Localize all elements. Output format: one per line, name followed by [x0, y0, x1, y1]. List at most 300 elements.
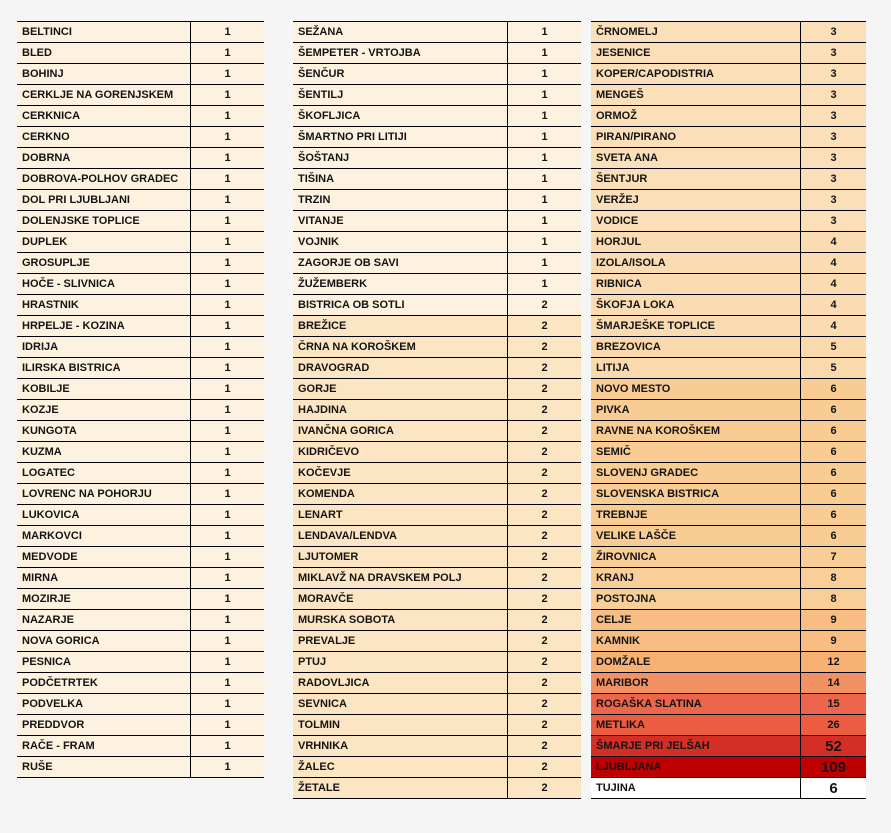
municipality-name: HORJUL: [591, 232, 800, 252]
count-value: 12: [800, 652, 866, 672]
count-value: 1: [507, 274, 581, 294]
count-value: 3: [800, 85, 866, 105]
table-row: [591, 358, 866, 379]
table-row: [591, 337, 866, 358]
municipality-name: MORAVČE: [293, 589, 507, 609]
table-row: [17, 673, 264, 694]
municipality-name: ŽETALE: [293, 778, 507, 798]
count-value: 2: [507, 547, 581, 567]
count-value: 2: [507, 778, 581, 798]
municipality-name: ŠENTILJ: [293, 85, 507, 105]
municipality-name: MARIBOR: [591, 673, 800, 693]
table-row: [293, 295, 581, 316]
count-value: 2: [507, 484, 581, 504]
municipality-name: LOVRENC NA POHORJU: [17, 484, 190, 504]
table-row: [293, 568, 581, 589]
table-row: [293, 463, 581, 484]
count-value: 3: [800, 43, 866, 63]
municipality-name: ŠEMPETER - VRTOJBA: [293, 43, 507, 63]
table-row: [293, 337, 581, 358]
municipality-name: ŽALEC: [293, 757, 507, 777]
table-row: [591, 379, 866, 400]
table-row: [293, 211, 581, 232]
table-row: [293, 547, 581, 568]
table-row: [17, 127, 264, 148]
count-value: 4: [800, 316, 866, 336]
count-value: 1: [190, 589, 264, 609]
municipality-name: PESNICA: [17, 652, 190, 672]
table-row: [591, 568, 866, 589]
count-value: 3: [800, 22, 866, 42]
table-row: [591, 148, 866, 169]
table-row: [293, 274, 581, 295]
count-value: 2: [507, 736, 581, 756]
municipality-name: ZAGORJE OB SAVI: [293, 253, 507, 273]
count-value: 6: [800, 505, 866, 525]
table-row: [591, 253, 866, 274]
municipality-name: NAZARJE: [17, 610, 190, 630]
count-value: 2: [507, 526, 581, 546]
table-row: [17, 106, 264, 127]
table-row: [17, 442, 264, 463]
count-value: 1: [507, 253, 581, 273]
municipality-name: VRHNIKA: [293, 736, 507, 756]
count-value: 1: [190, 253, 264, 273]
count-value: 1: [190, 694, 264, 714]
table-row: [17, 274, 264, 295]
count-value: 1: [190, 568, 264, 588]
count-value: 1: [507, 64, 581, 84]
table-row: [293, 22, 581, 43]
municipality-name: MURSKA SOBOTA: [293, 610, 507, 630]
table-row: [293, 421, 581, 442]
municipality-name: IVANČNA GORICA: [293, 421, 507, 441]
table-row: [17, 568, 264, 589]
count-value: 1: [190, 715, 264, 735]
table-row: [293, 631, 581, 652]
table-row: [591, 169, 866, 190]
table-row: [591, 757, 866, 778]
count-value: 6: [800, 442, 866, 462]
table-row: [17, 610, 264, 631]
municipality-name: NOVA GORICA: [17, 631, 190, 651]
count-value: 2: [507, 337, 581, 357]
municipality-name: VODICE: [591, 211, 800, 231]
count-value: 1: [190, 85, 264, 105]
municipality-name: KOMENDA: [293, 484, 507, 504]
count-value: 1: [190, 526, 264, 546]
municipality-name: DOBRNA: [17, 148, 190, 168]
municipality-name: TOLMIN: [293, 715, 507, 735]
municipality-name: PODČETRTEK: [17, 673, 190, 693]
count-value: 2: [507, 673, 581, 693]
table-row: [591, 505, 866, 526]
count-value: 1: [190, 295, 264, 315]
table-row: [17, 757, 264, 778]
count-value: 4: [800, 232, 866, 252]
count-value: 1: [507, 106, 581, 126]
count-value: 14: [800, 673, 866, 693]
table-row: [17, 85, 264, 106]
municipality-name: LENART: [293, 505, 507, 525]
table-row: [591, 295, 866, 316]
municipality-name: IZOLA/ISOLA: [591, 253, 800, 273]
count-value: 6: [800, 526, 866, 546]
count-value: 1: [190, 379, 264, 399]
municipality-name: RIBNICA: [591, 274, 800, 294]
municipality-name: ČRNOMELJ: [591, 22, 800, 42]
municipality-name: RAČE - FRAM: [17, 736, 190, 756]
count-value: 1: [190, 421, 264, 441]
count-value: 1: [190, 358, 264, 378]
municipality-name: MARKOVCI: [17, 526, 190, 546]
municipality-name: BELTINCI: [17, 22, 190, 42]
count-value: 8: [800, 568, 866, 588]
municipality-table-column-1: [17, 21, 264, 778]
count-value: 2: [507, 715, 581, 735]
municipality-name: LUKOVICA: [17, 505, 190, 525]
municipality-name: BOHINJ: [17, 64, 190, 84]
table-row: [293, 190, 581, 211]
municipality-name: KOBILJE: [17, 379, 190, 399]
count-value: 1: [507, 211, 581, 231]
table-row: [17, 631, 264, 652]
table-row: [17, 232, 264, 253]
table-row: [591, 526, 866, 547]
count-value: 1: [507, 232, 581, 252]
municipality-name: TRZIN: [293, 190, 507, 210]
municipality-table-column-3: [591, 21, 866, 799]
table-row: [293, 484, 581, 505]
municipality-name: DUPLEK: [17, 232, 190, 252]
table-row: [591, 421, 866, 442]
count-value: 1: [190, 22, 264, 42]
count-value: 2: [507, 757, 581, 777]
count-value: 3: [800, 211, 866, 231]
count-value: 2: [507, 568, 581, 588]
municipality-name: MENGEŠ: [591, 85, 800, 105]
municipality-name: KOPER/CAPODISTRIA: [591, 64, 800, 84]
count-value: 2: [507, 421, 581, 441]
table-row: [591, 484, 866, 505]
count-value: 6: [800, 421, 866, 441]
municipality-name: TIŠINA: [293, 169, 507, 189]
municipality-name: CERKNICA: [17, 106, 190, 126]
municipality-name: SLOVENJ GRADEC: [591, 463, 800, 483]
table-row: [293, 64, 581, 85]
municipality-name: RADOVLJICA: [293, 673, 507, 693]
table-row: [293, 358, 581, 379]
municipality-name: ŠENTJUR: [591, 169, 800, 189]
municipality-name: SEVNICA: [293, 694, 507, 714]
municipality-name: DOBROVA-POLHOV GRADEC: [17, 169, 190, 189]
municipality-name: MIKLAVŽ NA DRAVSKEM POLJ: [293, 568, 507, 588]
table-row: [17, 253, 264, 274]
table-row: [17, 316, 264, 337]
municipality-name: POSTOJNA: [591, 589, 800, 609]
municipality-name: CELJE: [591, 610, 800, 630]
table-row: [591, 589, 866, 610]
municipality-name: ŠMARTNO PRI LITIJI: [293, 127, 507, 147]
table-row: [591, 22, 866, 43]
municipality-name: BREZOVICA: [591, 337, 800, 357]
count-value: 1: [190, 631, 264, 651]
count-value: 1: [507, 85, 581, 105]
count-value: 2: [507, 652, 581, 672]
table-row: [17, 22, 264, 43]
count-value: 4: [800, 274, 866, 294]
municipality-name: PREDDVOR: [17, 715, 190, 735]
count-value: 3: [800, 106, 866, 126]
table-row: [293, 148, 581, 169]
table-row: [17, 547, 264, 568]
table-row: [591, 694, 866, 715]
count-value: 5: [800, 337, 866, 357]
count-value: 1: [507, 148, 581, 168]
count-value: 2: [507, 610, 581, 630]
municipality-name: ŠMARJEŠKE TOPLICE: [591, 316, 800, 336]
municipality-name: VELIKE LAŠČE: [591, 526, 800, 546]
municipality-name: VOJNIK: [293, 232, 507, 252]
table-row: [293, 379, 581, 400]
municipality-name: JESENICE: [591, 43, 800, 63]
municipality-name: GROSUPLJE: [17, 253, 190, 273]
count-value: 6: [800, 778, 866, 798]
table-row: [591, 127, 866, 148]
count-value: 1: [190, 337, 264, 357]
table-row: [17, 652, 264, 673]
table-row: [17, 169, 264, 190]
count-value: 2: [507, 631, 581, 651]
table-row: [17, 715, 264, 736]
table-row: [591, 736, 866, 757]
count-value: 1: [190, 190, 264, 210]
count-value: 1: [190, 274, 264, 294]
count-value: 1: [190, 169, 264, 189]
count-value: 2: [507, 463, 581, 483]
count-value: 9: [800, 610, 866, 630]
count-value: 1: [190, 652, 264, 672]
municipality-name: ŠMARJE PRI JELŠAH: [591, 736, 800, 756]
municipality-name: DRAVOGRAD: [293, 358, 507, 378]
count-value: 4: [800, 253, 866, 273]
table-row: [17, 211, 264, 232]
table-row: [17, 379, 264, 400]
municipality-name: IDRIJA: [17, 337, 190, 357]
municipality-name: PIVKA: [591, 400, 800, 420]
table-row: [591, 547, 866, 568]
table-row: [293, 778, 581, 799]
table-row: [293, 505, 581, 526]
table-row: [293, 442, 581, 463]
count-value: 1: [190, 64, 264, 84]
municipality-name: TUJINA: [591, 778, 800, 798]
count-value: 6: [800, 463, 866, 483]
count-value: 1: [507, 169, 581, 189]
municipality-name: RUŠE: [17, 757, 190, 777]
municipality-name: LITIJA: [591, 358, 800, 378]
municipality-name: PODVELKA: [17, 694, 190, 714]
municipality-name: KOČEVJE: [293, 463, 507, 483]
table-row: [591, 652, 866, 673]
municipality-name: TREBNJE: [591, 505, 800, 525]
table-row: [293, 316, 581, 337]
table-row: [293, 673, 581, 694]
count-value: 1: [507, 190, 581, 210]
table-row: [591, 715, 866, 736]
table-row: [293, 715, 581, 736]
table-row: [17, 463, 264, 484]
municipality-name: PTUJ: [293, 652, 507, 672]
municipality-name: SEŽANA: [293, 22, 507, 42]
municipality-name: LENDAVA/LENDVA: [293, 526, 507, 546]
table-row: [293, 610, 581, 631]
count-value: 1: [190, 463, 264, 483]
municipality-name: SEMIČ: [591, 442, 800, 462]
count-value: 1: [507, 127, 581, 147]
table-row: [591, 778, 866, 799]
count-value: 6: [800, 400, 866, 420]
count-value: 1: [190, 232, 264, 252]
count-value: 1: [190, 148, 264, 168]
table-row: [17, 736, 264, 757]
table-row: [17, 505, 264, 526]
municipality-name: ŠENČUR: [293, 64, 507, 84]
count-value: 1: [190, 106, 264, 126]
table-row: [17, 64, 264, 85]
municipality-name: KUNGOTA: [17, 421, 190, 441]
municipality-name: LJUTOMER: [293, 547, 507, 567]
table-row: [17, 421, 264, 442]
municipality-name: VITANJE: [293, 211, 507, 231]
municipality-name: BISTRICA OB SOTLI: [293, 295, 507, 315]
count-value: 8: [800, 589, 866, 609]
table-row: [17, 190, 264, 211]
count-value: 2: [507, 295, 581, 315]
municipality-name: PIRAN/PIRANO: [591, 127, 800, 147]
count-value: 1: [190, 505, 264, 525]
count-value: 9: [800, 631, 866, 651]
count-value: 1: [190, 610, 264, 630]
table-row: [591, 463, 866, 484]
table-row: [17, 694, 264, 715]
table-row: [17, 484, 264, 505]
count-value: 1: [507, 22, 581, 42]
table-row: [293, 694, 581, 715]
count-value: 6: [800, 484, 866, 504]
table-row: [17, 526, 264, 547]
municipality-name: KRANJ: [591, 568, 800, 588]
municipality-name: HRPELJE - KOZINA: [17, 316, 190, 336]
count-value: 3: [800, 169, 866, 189]
count-value: 15: [800, 694, 866, 714]
table-row: [591, 43, 866, 64]
table-row: [17, 358, 264, 379]
table-row: [591, 631, 866, 652]
municipality-name: ROGAŠKA SLATINA: [591, 694, 800, 714]
municipality-name: PREVALJE: [293, 631, 507, 651]
municipality-name: ORMOŽ: [591, 106, 800, 126]
count-value: 1: [190, 43, 264, 63]
municipality-name: ŠKOFLJICA: [293, 106, 507, 126]
table-row: [293, 757, 581, 778]
municipality-name: DOMŽALE: [591, 652, 800, 672]
municipality-name: CERKLJE NA GORENJSKEM: [17, 85, 190, 105]
count-value: 1: [190, 127, 264, 147]
table-row: [17, 400, 264, 421]
municipality-name: GORJE: [293, 379, 507, 399]
table-row: [293, 589, 581, 610]
table-row: [591, 85, 866, 106]
count-value: 1: [190, 442, 264, 462]
count-value: 2: [507, 505, 581, 525]
municipality-name: SLOVENSKA BISTRICA: [591, 484, 800, 504]
table-row: [591, 610, 866, 631]
table-row: [293, 652, 581, 673]
table-row: [293, 106, 581, 127]
table-row: [293, 526, 581, 547]
count-value: 2: [507, 694, 581, 714]
municipality-table-column-2: [293, 21, 581, 799]
municipality-name: HOČE - SLIVNICA: [17, 274, 190, 294]
count-value: 1: [190, 400, 264, 420]
table-row: [591, 316, 866, 337]
count-value: 1: [190, 211, 264, 231]
municipality-name: ŽUŽEMBERK: [293, 274, 507, 294]
table-row: [293, 169, 581, 190]
count-value: 3: [800, 127, 866, 147]
table-row: [591, 190, 866, 211]
table-row: [591, 274, 866, 295]
municipality-name: KUZMA: [17, 442, 190, 462]
count-value: 3: [800, 190, 866, 210]
table-row: [591, 106, 866, 127]
count-value: 2: [507, 442, 581, 462]
count-value: 2: [507, 316, 581, 336]
count-value: 3: [800, 148, 866, 168]
municipality-name: SVETA ANA: [591, 148, 800, 168]
count-value: 1: [190, 316, 264, 336]
municipality-name: LJUBLJANA: [591, 757, 800, 777]
count-value: 109: [800, 757, 866, 777]
table-row: [591, 232, 866, 253]
count-value: 2: [507, 358, 581, 378]
municipality-name: METLIKA: [591, 715, 800, 735]
count-value: 3: [800, 64, 866, 84]
count-value: 1: [190, 757, 264, 777]
municipality-name: LOGATEC: [17, 463, 190, 483]
table-row: [293, 232, 581, 253]
table-row: [591, 673, 866, 694]
table-row: [17, 43, 264, 64]
count-value: 5: [800, 358, 866, 378]
table-row: [591, 64, 866, 85]
count-value: 2: [507, 589, 581, 609]
table-row: [17, 337, 264, 358]
count-value: 6: [800, 379, 866, 399]
municipality-name: ŠOŠTANJ: [293, 148, 507, 168]
municipality-name: BLED: [17, 43, 190, 63]
table-row: [591, 442, 866, 463]
municipality-name: ČRNA NA KOROŠKEM: [293, 337, 507, 357]
count-value: 1: [507, 43, 581, 63]
count-value: 1: [190, 673, 264, 693]
municipality-name: MEDVODE: [17, 547, 190, 567]
municipality-name: MIRNA: [17, 568, 190, 588]
municipality-name: CERKNO: [17, 127, 190, 147]
count-value: 52: [800, 736, 866, 756]
count-value: 7: [800, 547, 866, 567]
